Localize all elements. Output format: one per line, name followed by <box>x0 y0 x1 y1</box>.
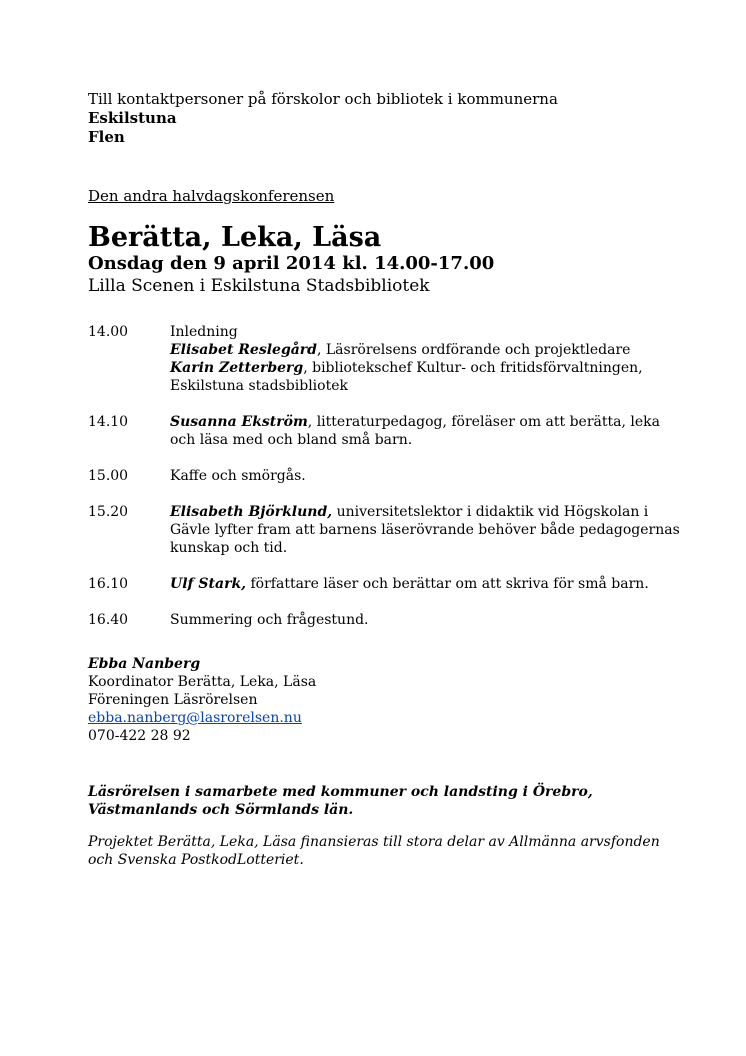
schedule-text: universitetslektor i didaktik vid Högskolan i Gävle lyfter fram att barnens läserövrande behöver både pedagogernas kunskap och tid. <box>170 504 680 556</box>
schedule-time: 15.00 <box>88 468 129 484</box>
recipient-municipality: Flen <box>88 128 125 146</box>
schedule-text: , bibliotekschef Kultur- och fritidsförvaltningen, Eskilstuna stadsbibliotek <box>170 360 643 394</box>
speaker-name: Karin Zetterberg <box>170 360 304 376</box>
schedule-description <box>170 467 688 485</box>
schedule-line <box>170 467 688 485</box>
speaker-name: Susanna Ekström <box>170 414 308 430</box>
document-page <box>88 90 688 883</box>
contact-phone: 070-422 28 92 <box>88 728 191 744</box>
speaker-name: Ulf Stark, <box>170 576 247 592</box>
schedule-line <box>170 503 688 557</box>
schedule-description <box>170 413 688 449</box>
schedule-text: , Läsrörelsens ordförande och projektledare <box>316 342 631 358</box>
schedule-row <box>88 413 688 449</box>
schedule-time: 16.10 <box>88 576 129 592</box>
event-venue: Lilla Scenen i Eskilstuna Stadsbibliotek <box>88 276 430 296</box>
schedule-description <box>170 575 688 593</box>
schedule-description <box>170 611 688 629</box>
schedule-description <box>170 323 688 395</box>
schedule-time: 14.00 <box>88 324 129 340</box>
contact-organization: Föreningen Läsrörelsen <box>88 692 258 708</box>
schedule-description <box>170 503 688 557</box>
schedule-line <box>170 323 688 341</box>
schedule-line <box>170 611 688 629</box>
schedule <box>88 323 688 629</box>
schedule-line <box>170 413 688 449</box>
conference-subtitle: Den andra halvdagskonferensen <box>88 187 335 205</box>
schedule-text: författare läser och berättar om att skriva för små barn. <box>246 576 649 592</box>
contact-block <box>88 655 688 745</box>
partnership-statement: Läsrörelsen i samarbete med kommuner och landsting i Örebro, Västmanlands och Sörmlands län. <box>88 784 593 818</box>
schedule-text: Kaffe och smörgås. <box>170 468 306 484</box>
contact-role: Koordinator Berätta, Leka, Läsa <box>88 674 317 690</box>
schedule-row <box>88 467 688 485</box>
contact-email-link[interactable]: ebba.nanberg@lasrorelsen.nu <box>88 710 302 726</box>
schedule-line <box>170 341 688 359</box>
schedule-text: , litteraturpedagog, föreläser om att berätta, leka och läsa med och bland små barn. <box>170 414 660 448</box>
speaker-name: Elisabeth Björklund, <box>170 504 333 520</box>
recipient-municipality: Eskilstuna <box>88 109 177 127</box>
schedule-row <box>88 503 688 557</box>
schedule-line <box>170 575 688 593</box>
schedule-text: Inledning <box>170 324 238 340</box>
schedule-time: 15.20 <box>88 504 129 520</box>
event-title: Berätta, Leka, Läsa <box>88 222 382 253</box>
funding-statement: Projektet Berätta, Leka, Läsa finansieras till stora delar av Allmänna arvsfonden och Svenska PostkodLotteriet. <box>88 834 660 868</box>
schedule-line <box>170 359 688 395</box>
schedule-row <box>88 611 688 629</box>
event-date: Onsdag den 9 april 2014 kl. 14.00-17.00 <box>88 253 495 274</box>
schedule-time: 16.40 <box>88 612 129 628</box>
schedule-text: Summering och frågestund. <box>170 612 369 628</box>
speaker-name: Elisabet Reslegård <box>170 342 317 358</box>
schedule-row <box>88 575 688 593</box>
schedule-row <box>88 323 688 395</box>
recipients-line: Till kontaktpersoner på förskolor och bibliotek i kommunerna <box>88 90 558 108</box>
contact-name: Ebba Nanberg <box>88 656 201 672</box>
schedule-time: 14.10 <box>88 414 129 430</box>
